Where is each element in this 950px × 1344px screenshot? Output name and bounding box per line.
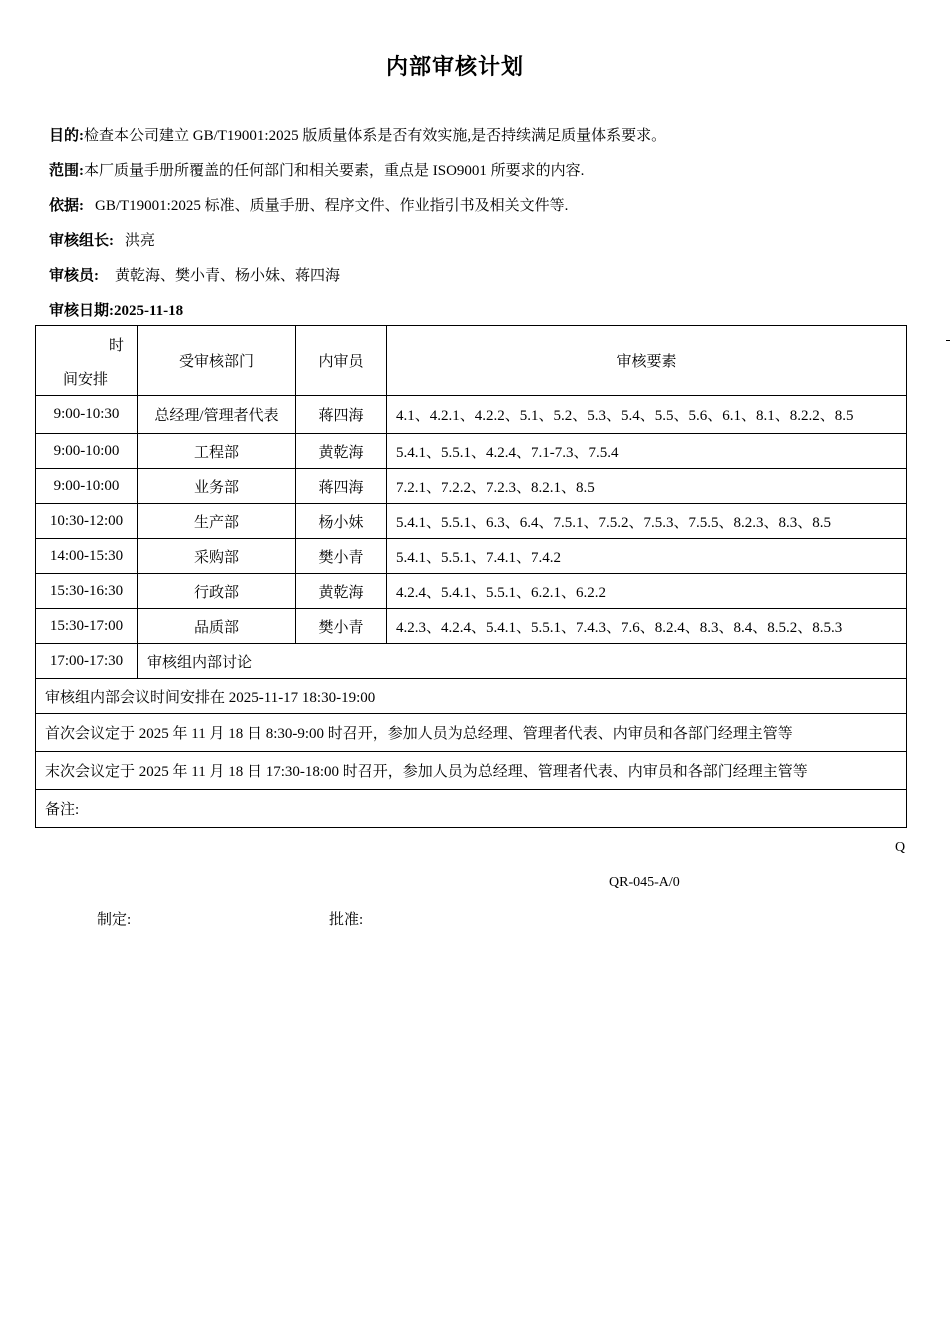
row-dept: 总经理/管理者代表 [138,396,296,434]
internal-meeting-text: 审核组内部会议时间安排在 2025-11-17 18:30-19:00 [36,679,907,714]
form-code: QR-045-A/0 [609,875,680,890]
row-elements: 5.4.1、5.5.1、6.3、6.4、7.5.1、7.5.2、7.5.3、7.5.5、8.2.3、8.3、8.5 [387,504,907,539]
scope-line [49,159,584,180]
basis-text: GB/T19001:2025 标准、质量手册、程序文件、作业指引书及相关文件等. [95,198,569,214]
table-row [36,609,907,644]
row-time: 9:00-10:30 [36,396,138,434]
auditors-text: 黄乾海、樊小青、杨小妹、蒋四海 [115,268,341,284]
row-elements: 7.2.1、7.2.2、7.2.3、8.2.1、8.5 [387,469,907,504]
table-header-row [36,326,907,396]
date-text: 2025-11-18 [114,303,184,319]
table-row [36,396,907,434]
approved-label: 批准: [329,912,364,928]
row-elements: 5.4.1、5.5.1、4.2.4、7.1-7.3、7.5.4 [387,434,907,469]
row-auditor: 樊小青 [296,539,387,574]
table-row [36,504,907,539]
auditors-label: 审核员: [49,268,99,284]
row-elements: 4.2.3、4.2.4、5.4.1、5.5.1、7.4.3、7.6、8.2.4、8.3、8.4、8.5.2、8.5.3 [387,609,907,644]
row-time: 15:30-17:00 [36,609,138,644]
internal-meeting-row [36,679,907,714]
scope-label: 范围: [49,163,84,179]
row-time: 9:00-10:00 [36,434,138,469]
discussion-time: 17:00-17:30 [36,644,138,679]
row-dept: 行政部 [138,574,296,609]
header-elements: 审核要素 [387,326,907,396]
header-auditor: 内审员 [296,326,387,396]
stray-mark [946,340,950,341]
audit-plan-table [35,325,907,828]
date-label: 审核日期: [49,303,114,319]
row-time: 10:30-12:00 [36,504,138,539]
first-meeting-text: 首次会议定于 2025 年 11 月 18 日 8:30-9:00 时召开，参加人员为总经理、管理者代表、内审员和各部门经理主管等 [36,714,907,752]
row-time: 14:00-15:30 [36,539,138,574]
prepared-label: 制定: [97,912,132,928]
header-time-line1: 时 [109,338,125,354]
scope-text: 本厂质量手册所覆盖的任何部门和相关要素，重点是 ISO9001 所要求的内容. [84,163,585,179]
row-auditor: 杨小妹 [296,504,387,539]
last-meeting-text: 末次会议定于 2025 年 11 月 18 日 17:30-18:00 时召开，参加人员为总经理、管理者代表、内审员和各部门经理主管等 [36,752,907,790]
auditors-line [49,264,340,285]
table-row [36,434,907,469]
row-auditor: 蒋四海 [296,396,387,434]
header-time-line2: 间安排 [63,372,109,388]
purpose-label: 目的: [49,128,84,144]
row-auditor: 黄乾海 [296,574,387,609]
row-elements: 4.2.4、5.4.1、5.5.1、6.2.1、6.2.2 [387,574,907,609]
basis-label: 依据: [49,198,84,214]
remarks-text: 备注: [36,790,907,828]
form-q-mark: Q [895,840,906,855]
table-row [36,539,907,574]
basis-line [49,194,568,215]
row-auditor: 黄乾海 [296,434,387,469]
row-dept: 工程部 [138,434,296,469]
row-time: 9:00-10:00 [36,469,138,504]
discussion-text: 审核组内部讨论 [138,644,907,679]
row-elements: 4.1、4.2.1、4.2.2、5.1、5.2、5.3、5.4、5.5、5.6、6.1、8.1、8.2.2、8.5 [387,396,907,434]
purpose-text: 检查本公司建立 GB/T19001:2025 版质量体系是否有效实施,是否持续满足质量体系要求。 [84,128,667,144]
row-dept: 业务部 [138,469,296,504]
purpose-line [49,124,666,145]
header-dept: 受审核部门 [138,326,296,396]
header-time [36,326,138,396]
row-auditor: 樊小青 [296,609,387,644]
last-meeting-row [36,752,907,790]
leader-label: 审核组长: [49,233,114,249]
page-title: 内部审核计划 [385,54,524,79]
table-row [36,574,907,609]
row-elements: 5.4.1、5.5.1、7.4.1、7.4.2 [387,539,907,574]
table-row [36,469,907,504]
first-meeting-row [36,714,907,752]
leader-line [49,229,155,250]
row-dept: 生产部 [138,504,296,539]
row-dept: 采购部 [138,539,296,574]
row-time: 15:30-16:30 [36,574,138,609]
row-dept: 品质部 [138,609,296,644]
row-auditor: 蒋四海 [296,469,387,504]
discussion-row [36,644,907,679]
remarks-row [36,790,907,828]
date-line [49,299,183,320]
leader-text: 洪亮 [125,233,156,249]
